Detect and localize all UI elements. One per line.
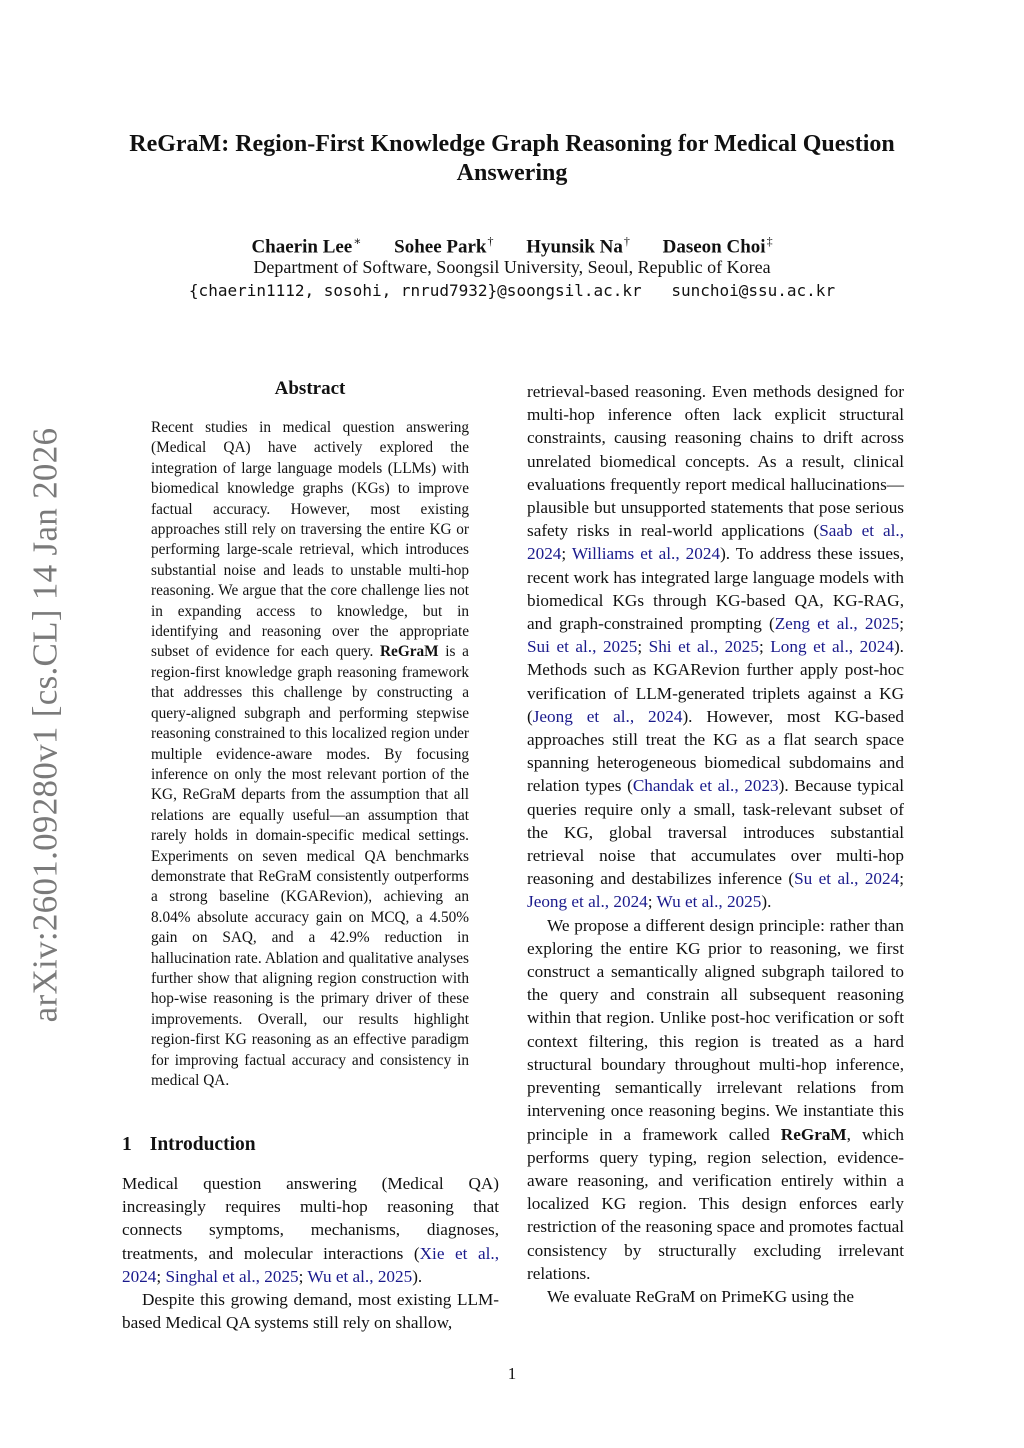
arxiv-id-text: arXiv:2601.09280v1 [cs.CL] 14 Jan 2026 bbox=[25, 427, 65, 1023]
citation-link[interactable]: Sui et al., 2025 bbox=[527, 637, 638, 657]
abstract-heading: Abstract bbox=[274, 378, 346, 399]
paragraph bbox=[122, 1288, 499, 1334]
paragraph-text: Despite this growing demand, most existing LLM-based Medical QA systems still rely on shallow, bbox=[122, 1290, 499, 1333]
email-address[interactable]: {chaerin1112, sosohi, rnrud7932}@soongsil.ac.kr bbox=[188, 281, 642, 300]
citation-link[interactable]: Wu et al., 2025 bbox=[656, 892, 762, 912]
email-address[interactable]: sunchoi@ssu.ac.kr bbox=[671, 281, 836, 300]
citation-link[interactable]: Jeong et al., 2024 bbox=[527, 892, 648, 912]
paragraph-continued: retrieval-based reasoning. Even methods designed for multi-hop inference often lack explicit structural constraints, causing reasoning chains to drift across unrelated biomedical concepts. As a result, clinical evaluations frequently report medical hallucinations—plausible but unsupported statements that pose serious safety risks in real-world applications (Saab et al., 2024; Williams et al., 2024). To address these issues, recent work has integrated large language models with biomedical KGs through KG-based QA, KG-RAG, and graph-constrained prompting (Zeng et al., 2025; Sui et al., 2025; Shi et al., 2025; Long et al., 2024). Methods such as KGARevion further apply post-hoc verification of LLM-generated triplets against a KG (Jeong et al., 2024). However, most KG-based approaches still treat the KG as a flat search space spanning heterogeneous biomedical subdomains and relation types (Chandak et al., 2023). Because typical queries require only a small, task-relevant subset of the KG, global traversal introduces substantial retrieval noise that accumulates over multi-hop reasoning and destabilizes inference (Su et al., 2024; Jeong et al., 2024; Wu et al., 2025). bbox=[527, 382, 905, 912]
citation-link[interactable]: Zeng et al., 2025 bbox=[774, 614, 900, 634]
framework-name: ReGraM bbox=[780, 1124, 847, 1144]
author-affiliation: Department of Software, Soongsil University, Seoul, Republic of Korea bbox=[253, 257, 771, 277]
citation-link[interactable]: Williams et al., 2024 bbox=[571, 544, 721, 564]
citation-link[interactable]: Xie et al., 2024 bbox=[122, 1243, 499, 1286]
paper-title: ReGraM: Region-First Knowledge Graph Reasoning for Medical Question Answering bbox=[129, 131, 895, 186]
author: Hyunsik Na† bbox=[526, 234, 630, 258]
citation-link[interactable]: Jeong et al., 2024 bbox=[532, 706, 683, 726]
citation-link[interactable]: Chandak et al., 2023 bbox=[632, 776, 779, 796]
right-column-text bbox=[527, 380, 904, 1308]
citation-link[interactable]: Saab et al., 2024 bbox=[527, 521, 905, 564]
author: Daseon Choi‡ bbox=[662, 234, 773, 258]
citation-link[interactable]: Su et al., 2024 bbox=[794, 869, 900, 889]
section-heading-introduction: 1 Introduction bbox=[122, 1134, 256, 1155]
abstract-body: Recent studies in medical question answering (Medical QA) have actively explored the integration of large language models (LLMs) with biomedical knowledge graphs (KGs) to improve factual accuracy. However, most existing approaches still rely on traversing the entire KG or performing large-scale retrieval, which introduces substantial noise and leads to unstable multi-hop reasoning. We argue that the core challenge lies not in expanding access to knowledge, but in identifying and reasoning over the appropriate subset of evidence for each query. ReGraM is a region-first knowledge graph reasoning framework that addresses this challenge by constructing a query-aligned subgraph and performing stepwise reasoning constrained to this localized region under multiple evidence-aware modes. By focusing inference on only the most relevant portion of the KG, ReGraM departs from the assumption that all relations are equally useful—an assumption that rarely holds in domain-specific medical settings. Experiments on seven medical QA benchmarks demonstrate that ReGraM consistently outperforms a strong baseline (KGARevion), achieving an 8.04% absolute accuracy gain on MCQ, a 4.50% gain on SAQ, and a 42.9% reduction in hallucination rate. Ablation and qualitative analyses further show that aligning region construction with hop-wise reasoning is the primary driver of these improvements. Overall, our results highlight region-first KG reasoning as an effective paradigm for improving factual accuracy and consistency in medical QA. bbox=[151, 419, 469, 1089]
author: Chaerin Lee∗ bbox=[251, 234, 362, 258]
framework-name: ReGraM bbox=[379, 643, 439, 661]
paragraph: We propose a different design principle: rather than exploring the entire KG prior to reasoning, we first construct a semantically aligned subgraph tailored to the query and constrain all subsequent reasoning within that region. Unlike post-hoc verification or soft context filtering, this region is treated as a hard structural boundary throughout multi-hop inference, preventing semantically irrelevant relations from intervening once reasoning begins. We instantiate this principle in a framework called ReGraM, which performs query typing, region selection, evidence-aware reasoning, and verification entirely within a localized KG region. This design enforces early restriction of the reasoning space and promotes factual consistency by structurally excluding irrelevant relations. bbox=[527, 915, 904, 1283]
arxiv-identifier-stamp bbox=[10, 427, 80, 1023]
citation-link[interactable]: Shi et al., 2025 bbox=[648, 637, 759, 657]
author-emails bbox=[110, 280, 914, 302]
citation-link[interactable]: Singhal et al., 2025 bbox=[165, 1266, 299, 1286]
paragraph: Medical question answering (Medical QA) increasingly requires multi-hop reasoning that connects symptoms, mechanisms, diagnoses, treatments, and molecular interactions (Xie et al., 2024; Singhal et al., 2025; Wu et al., 2025). bbox=[122, 1174, 499, 1286]
author: Sohee Park† bbox=[394, 234, 494, 258]
left-column-text bbox=[122, 1172, 499, 1334]
paragraph: We evaluate ReGraM on PrimeKG using the bbox=[547, 1286, 854, 1306]
page-number: 1 bbox=[507, 1364, 517, 1383]
citation-link[interactable]: Wu et al., 2025 bbox=[307, 1266, 413, 1286]
citation-link[interactable]: Long et al., 2024 bbox=[770, 637, 894, 657]
